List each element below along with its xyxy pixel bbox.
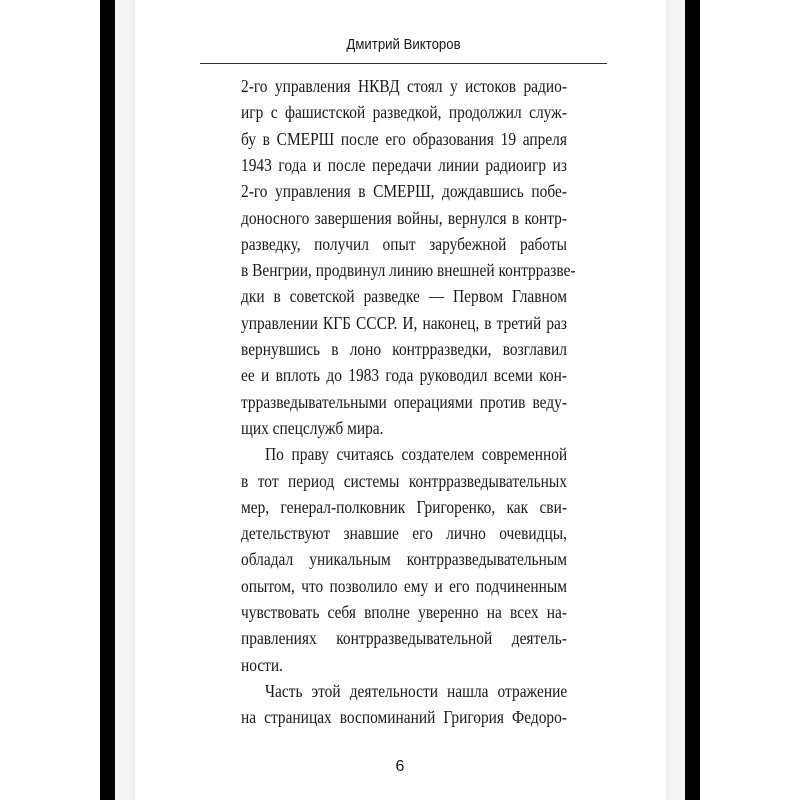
text-line: опытом, что позволило ему и его подчиненным	[241, 575, 567, 596]
text-line: управлении КГБ СССР. И, наконец, в третий раз	[241, 312, 567, 333]
text-line: ее и вплоть до 1983 года руководил всеми кон-	[241, 365, 567, 386]
text-line: дки в советской разведке — Первом Главном	[241, 286, 567, 307]
right-black-border	[685, 0, 700, 800]
running-header-author: Дмитрий Викторов	[346, 36, 461, 53]
text-line: 2-го управления НКВД стоял у истоков радио-	[241, 76, 567, 96]
text-line: обладал уникальным контрразведывательным	[241, 549, 567, 570]
text-line: Часть этой деятельности нашла отражение	[265, 680, 568, 701]
text-line: игр с фашистской разведкой, продолжил служ-	[241, 102, 567, 123]
text-line: вернувшись в лоно контрразведки, возглавил	[241, 339, 567, 359]
text-line: правлениях контрразведывательной деятель-	[241, 628, 567, 649]
text-line: бу в СМЕРШ после его образования 19 апреля	[241, 128, 567, 149]
text-line: разведку, получил опыт зарубежной работы	[241, 233, 567, 254]
text-line: По праву считаясь создателем современной	[265, 444, 568, 465]
text-line: 2-го управления в СМЕРШ, дождавшись побе-	[241, 181, 567, 202]
header-rule	[200, 63, 607, 64]
text-line: ности.	[241, 654, 284, 675]
left-black-border	[100, 0, 115, 800]
text-line: детельствуют знавшие его лично очевидцы,	[241, 523, 567, 544]
text-line: доносного завершения войны, вернулся в контр-	[241, 207, 567, 228]
text-line: трразведывательными операциями против веду-	[241, 391, 567, 412]
text-line: в Венгрии, продвинул линию внешней контрразве-	[241, 260, 576, 281]
text-line: 1943 года и после передачи линии радиоигр из	[241, 154, 567, 175]
text-line: на страницах воспоминаний Григория Федоро-	[241, 707, 567, 728]
text-line: щих спецслужб мира.	[241, 417, 384, 438]
page-number: 6	[395, 758, 405, 775]
text-line: мер, генерал-полковник Григоренко, как сви-	[241, 496, 567, 517]
text-line: чувствовать себя вполне уверенно на всех на-	[241, 602, 567, 622]
text-line: в тот период системы контрразведывательных	[241, 470, 567, 491]
